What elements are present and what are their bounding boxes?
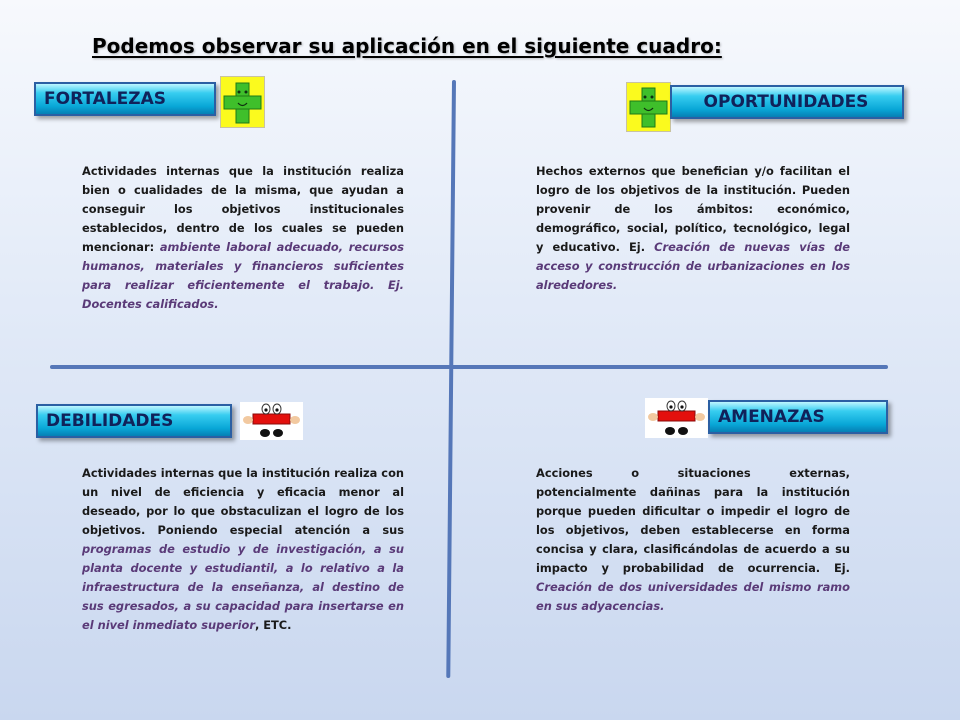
green-plus-icon xyxy=(626,82,671,132)
label-debilidades xyxy=(36,404,232,438)
label-amenazas xyxy=(708,400,888,434)
label-fortalezas-text: FORTALEZAS xyxy=(44,89,166,109)
text-amenazas-example: Creación de dos universidades del mismo ramo en sus adyacencias. xyxy=(536,580,850,613)
text-fortalezas-example: ambiente laboral adecuado, recursos humanos, materiales y financieros suficientes para realizar eficientemente el trabajo. Ej. Docentes calificados. xyxy=(82,240,404,311)
red-minus-icon xyxy=(645,398,708,438)
label-oportunidades-text: OPORTUNIDADES xyxy=(703,92,869,112)
text-amenazas-main: Acciones o situaciones externas, potencialmente dañinas para la institución porque pueden dificultar o impedir el logro de los objetivos, deben establecerse en forma concisa y clara, clasificándolas de acuerdo a su impacto y probabilidad de ocurrencia. Ej. xyxy=(536,466,850,575)
text-debilidades xyxy=(82,464,404,635)
label-oportunidades xyxy=(670,85,904,119)
label-debilidades-text: DEBILIDADES xyxy=(46,411,174,431)
text-oportunidades xyxy=(536,162,850,295)
text-debilidades-example: programas de estudio y de investigación, a su planta docente y estudiantil, a lo relativo a la infraestructura de la enseñanza, al destino de sus egresados, a su capacidad para insertarse en el nivel inmediato superior xyxy=(82,542,404,632)
text-oportunidades-main: Hechos externos que benefician y/o facilitan el logro de los objetivos de la institución. Pueden provenir de los ámbitos: económico, demográfico, social, político, tecnológico, legal y educativo. Ej. xyxy=(536,164,850,254)
horizontal-axis xyxy=(50,365,888,369)
green-plus-icon xyxy=(220,76,265,128)
text-oportunidades-example: Creación de nuevas vías de acceso y construcción de urbanizaciones en los alrededores. xyxy=(536,240,850,292)
red-minus-icon xyxy=(240,402,303,440)
text-debilidades-main: Actividades internas que la institución realiza con un nivel de eficiencia y eficacia menor al deseado, por lo que obstaculizan el logro de los objetivos. Poniendo especial atención a sus xyxy=(82,466,404,537)
text-fortalezas-main: Actividades internas que la institución realiza bien o cualidades de la misma, que ayudan a conseguir los objetivos institucionales establecidos, dentro de los cuales se pueden mencionar: xyxy=(82,164,404,254)
text-fortalezas xyxy=(82,162,404,314)
vertical-axis xyxy=(446,80,456,678)
text-amenazas xyxy=(536,464,850,616)
label-fortalezas xyxy=(34,82,216,116)
label-amenazas-text: AMENAZAS xyxy=(718,407,825,427)
page-title: Podemos observar su aplicación en el siguiente cuadro: xyxy=(92,34,722,58)
text-debilidades-tail: , ETC. xyxy=(254,618,292,632)
